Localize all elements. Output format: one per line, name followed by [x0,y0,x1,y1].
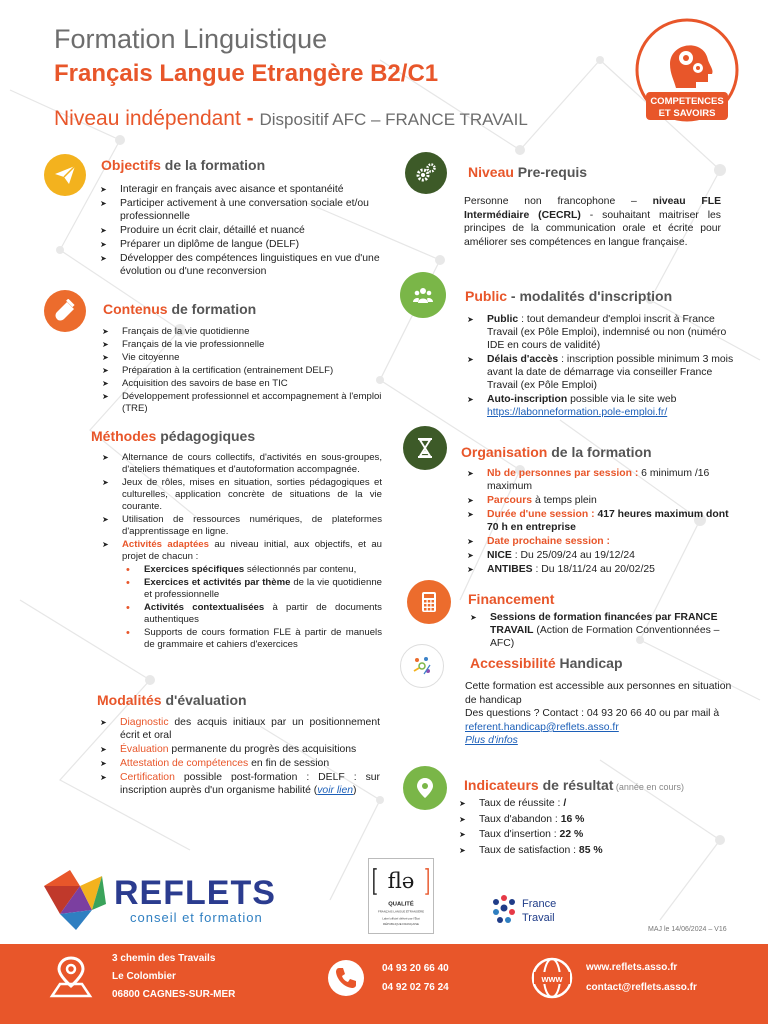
address-line2: Le Colombier [112,971,176,982]
title-dash: - [240,107,260,130]
niveau-title-b: Pre-requis [513,164,588,180]
methodes-title [91,428,255,444]
list-subitem [100,577,382,601]
gears-icon [405,152,447,194]
fle-small1: FRANÇAIS LANGUE ÉTRANGÈRE [377,909,425,914]
i1-b: des acquis initiaux par un positionnement écrit et oral [120,717,380,741]
fin-b: (Action de Formation Conventionnées – AFC) [490,625,720,649]
list-item [100,539,382,563]
accessibilite-text [465,680,737,748]
adapt-b: au niveau initial, aux objectifs, et au projet de chacun : [122,539,382,562]
sub3-a: Activités contextualisées [144,602,265,613]
hourglass-icon [403,426,447,470]
address-block [112,950,235,1004]
location-pin-icon-svg [413,776,437,800]
list-item [457,797,717,812]
indicateurs-list [457,797,717,859]
test-tube-icon [44,290,86,332]
test-tube-icon-svg [53,299,77,323]
title-fle-level: Français Langue Etrangère B2/C1 [54,60,439,87]
contenus-title-b: de formation [167,301,257,317]
list-item: ➤ Produire un écrit clair, détaillé et nuancé [98,224,386,237]
public-title [465,288,672,304]
svg-text:www: www [541,974,563,984]
methodes-title-a: Méthodes [91,428,157,444]
list-item [465,563,740,576]
accessibilite-title [470,655,623,671]
list-subitem: • Supports de cours formation FLE à partir de manuels de grammaire et cahiers d'exercices [100,627,382,651]
public-title-a: Public [465,288,508,304]
i1-a: Diagnostic [120,717,169,728]
modalites-list [98,716,380,798]
phone-icon [326,958,366,998]
o2-b: à temps plein [532,495,597,506]
reflets-wordmark: REFLETS [114,874,276,912]
web-globe-icon [528,954,576,1002]
ind-value: 16 % [560,813,585,825]
paper-plane-icon [44,154,86,196]
contact-email-link[interactable]: contact@reflets.asso.fr [586,982,697,993]
financement-list [468,611,738,651]
ind-title-b: de résultat [538,777,614,793]
group-people-icon [400,272,446,318]
level-label: Niveau indépendant [54,107,241,130]
ind-label: Taux de réussite : [479,798,564,809]
niveau-text [464,195,721,249]
organisation-title [461,444,652,460]
website-link[interactable]: www.reflets.asso.fr [586,962,678,973]
objectifs-title-b: de la formation [160,157,266,173]
i3-a: Attestation de compétences [120,758,249,769]
list-item [465,393,735,419]
list-item [98,716,380,742]
list-item: ➤ Utilisation de ressources numériques, de plateformes d'apprentissage en ligne. [100,514,382,538]
acc-l2: Des questions ? Contact : 04 93 20 66 40 ou par mail à [465,708,720,720]
ind-label: Taux de satisfaction : [479,844,579,856]
list-item [465,535,740,548]
acc-title-b: Handicap [555,655,623,671]
accessibility-icon-svg [410,654,434,678]
indicateurs-title [464,777,684,793]
list-item: ➤ Développement professionnel et accompagnement à l'emploi (TRE) [100,391,390,415]
p2-b: : inscription possible minimum 3 mois avant la date de démarrage via conseiller France Travail (ex Pôle Emploi) [487,354,734,391]
methodes-list [100,452,382,652]
p2-a: Délais d'accès [487,354,559,365]
ind-value: 22 % [559,829,584,840]
organisation-title-b: de la formation [547,444,652,460]
objectifs-title-a: Objectifs [101,157,161,173]
acc-title-a: Accessibilité [470,655,556,671]
hourglass-icon-svg [413,436,437,460]
reflets-tagline: conseil et formation [130,910,263,925]
footer-bar [0,944,768,1024]
group-people-icon-svg [411,283,435,307]
contenus-title [103,301,256,317]
p3-a: Auto-inscription [487,394,568,405]
i2-a: Évaluation [120,744,169,755]
modalites-title-a: Modalités [97,692,162,708]
i3-b: en fin de session [248,758,330,769]
subtitle-niveau [54,107,528,131]
sub1-b: sélectionnés par contenu, [244,564,357,575]
ft-line1: France [522,898,557,910]
sub1-a: Exercices spécifiques [144,564,245,575]
modalites-title [97,692,247,708]
i4-b: possible post-formation : DELF : sur inscription auprès d'un organisme habilité ( [120,772,380,796]
financement-title: Financement [468,591,555,607]
list-item: ➤ Français de la vie professionnelle [100,339,390,351]
paper-plane-icon-svg [53,163,77,187]
voir-lien-link[interactable]: voir lien [317,785,354,796]
o3-a: Durée d'une session : [487,509,595,520]
sub2-b: de la vie quotidienne et professionnelle [144,577,382,600]
organisation-list [465,467,740,577]
ft-line2: Travail [522,912,555,924]
address-line1: 3 chemin des Travails [112,953,216,964]
gears-icon-svg [414,161,438,185]
list-item [98,771,380,797]
calculator-icon-svg [417,590,441,614]
niveau-title-a: Niveau [468,164,514,180]
list-item: ➤ Préparer un diplôme de langue (DELF) [98,238,386,251]
phone-2[interactable]: 04 92 02 76 24 [382,982,449,993]
public-list [465,313,735,420]
o1-b: 6 minimum /16 maximum [487,468,710,492]
sub3-b: à partir de documents authentiques [144,602,382,625]
objectifs-title [101,157,265,173]
niveau-text-c: - souhaitant maitriser les principes de la communication orale et écrite pour améliorer ses compétences en langue française. [464,209,721,248]
o2-a: Parcours [487,495,533,506]
o5-a: NICE [487,550,512,561]
niveau-text-b: niveau FLE Intermédiaire (CECRL) [464,196,721,221]
list-item: ➤ Participer activement à une conversation sociale et/ou professionnelle [98,197,386,223]
list-item: ➤ Interagir en français avec aisance et spontanéité [98,183,386,196]
calculator-icon [407,580,451,624]
accessibility-icon [400,644,444,688]
plus-infos-link[interactable]: Plus d'infos [465,735,518,747]
ind-label: Taux d'insertion : [479,829,560,840]
reflets-logo [40,866,310,932]
acc-line2 [465,707,737,734]
program-label: Dispositif AFC – FRANCE TRAVAIL [259,110,528,129]
fin-a: Sessions de formation financées par FRANCE TRAVAIL [490,612,718,636]
list-item: ➤ Développer des compétences linguistiques en vue d'une évolution ou d'une reconversion [98,252,386,278]
objectifs-list [98,183,386,279]
fle-small2: Label officiel délivré par l'État [382,916,420,921]
list-item [457,844,717,859]
list-item [465,467,740,493]
labonneformation-link[interactable]: https://labonneformation.pole-emploi.fr/ [487,407,668,418]
address-line3: 06800 CAGNES-SUR-MER [112,989,236,1000]
list-item [98,757,380,770]
list-subitem [100,602,382,626]
fle-small3: RÉPUBLIQUE FRANÇAISE [383,922,419,927]
fle-qualite-logo [368,858,434,934]
ind-value: / [563,798,567,809]
phone-block [382,959,449,997]
o3-b: 417 heures maximum dont 70 h en entreprise [487,509,729,533]
p1-a: Public [487,314,519,325]
list-item: ➤ Préparation à la certification (entrainement DELF) [100,365,390,377]
public-title-b: - modalités d'inscription [507,288,673,304]
list-item [457,828,717,843]
phone-1[interactable]: 04 93 20 66 40 [382,963,449,974]
list-item [98,743,380,756]
o4: Date prochaine session : [487,536,610,547]
list-item [465,549,740,562]
competences-savoirs-badge [628,18,746,126]
location-pin-icon [403,766,447,810]
o5-b: : Du 25/09/24 au 19/12/24 [511,550,635,561]
acc-line1: Cette formation est accessible aux personnes en situation de handicap [465,681,732,706]
ind-note: (année en cours) [613,782,684,792]
list-item: ➤ Acquisition des savoirs de base en TIC [100,378,390,390]
list-item: ➤ Alternance de cours collectifs, d'activités en sous-groupes, d'ateliers thématiques et d'autoformation accompagnée. [100,452,382,476]
list-item [465,353,735,392]
ind-label: Taux d'abandon : [479,813,561,825]
contenus-title-a: Contenus [103,301,168,317]
o1-a: Nb de personnes par session : [487,468,639,479]
list-item: ➤ Jeux de rôles, mises en situation, sorties pédagogiques et culturelles, application concrète de situations de la vie courante. [100,477,382,513]
list-item [457,813,717,828]
niveau-text-a: Personne non francophone – [464,196,653,207]
list-item: ➤ Vie citoyenne [100,352,390,364]
title-formation-linguistique: Formation Linguistique [54,24,328,54]
list-item: ➤ Français de la vie quotidienne [100,326,390,338]
i4-a: Certification [120,772,175,783]
modalites-title-b: d'évaluation [161,692,247,708]
methodes-title-b: pédagogiques [156,428,256,444]
list-item [465,508,740,534]
list-item [468,611,738,650]
i2-b: permanente du progrès des acquisitions [168,744,357,755]
list-item [465,494,740,507]
ind-title-a: Indicateurs [464,777,539,793]
p1-b: : tout demandeur d'emploi inscrit à France Travail (ex Pôle Emploi), indemnisé ou non (numéro IDE en cours de validité) [487,314,727,351]
ind-value: 85 % [578,844,603,856]
update-date: MAJ le 14/06/2024 – V16 [648,926,727,933]
contenus-list [100,326,390,416]
list-item [465,313,735,352]
o6-b: : Du 18/11/24 au 20/02/25 [532,564,655,575]
list-subitem [100,564,382,576]
p3-b: possible via le site web [567,394,677,405]
map-pin-icon [48,954,94,1000]
o6-a: ANTIBES [487,564,533,575]
web-block [586,958,697,998]
fle-quality: QUALITÉ [388,901,414,908]
fle-mark: flə [387,869,415,895]
france-travail-logo [488,890,598,930]
i4-c: ) [353,785,357,796]
referent-email-link[interactable]: referent.handicap@reflets.asso.fr [465,721,619,733]
adapt-a: Activités adaptées [122,539,209,550]
badge-line2: ET SAVOIRS [658,108,716,119]
badge-line1: COMPETENCES [650,96,724,107]
niveau-title [468,164,587,180]
sub2-a: Exercices et activités par thème [144,577,291,588]
organisation-title-a: Organisation [461,444,548,460]
